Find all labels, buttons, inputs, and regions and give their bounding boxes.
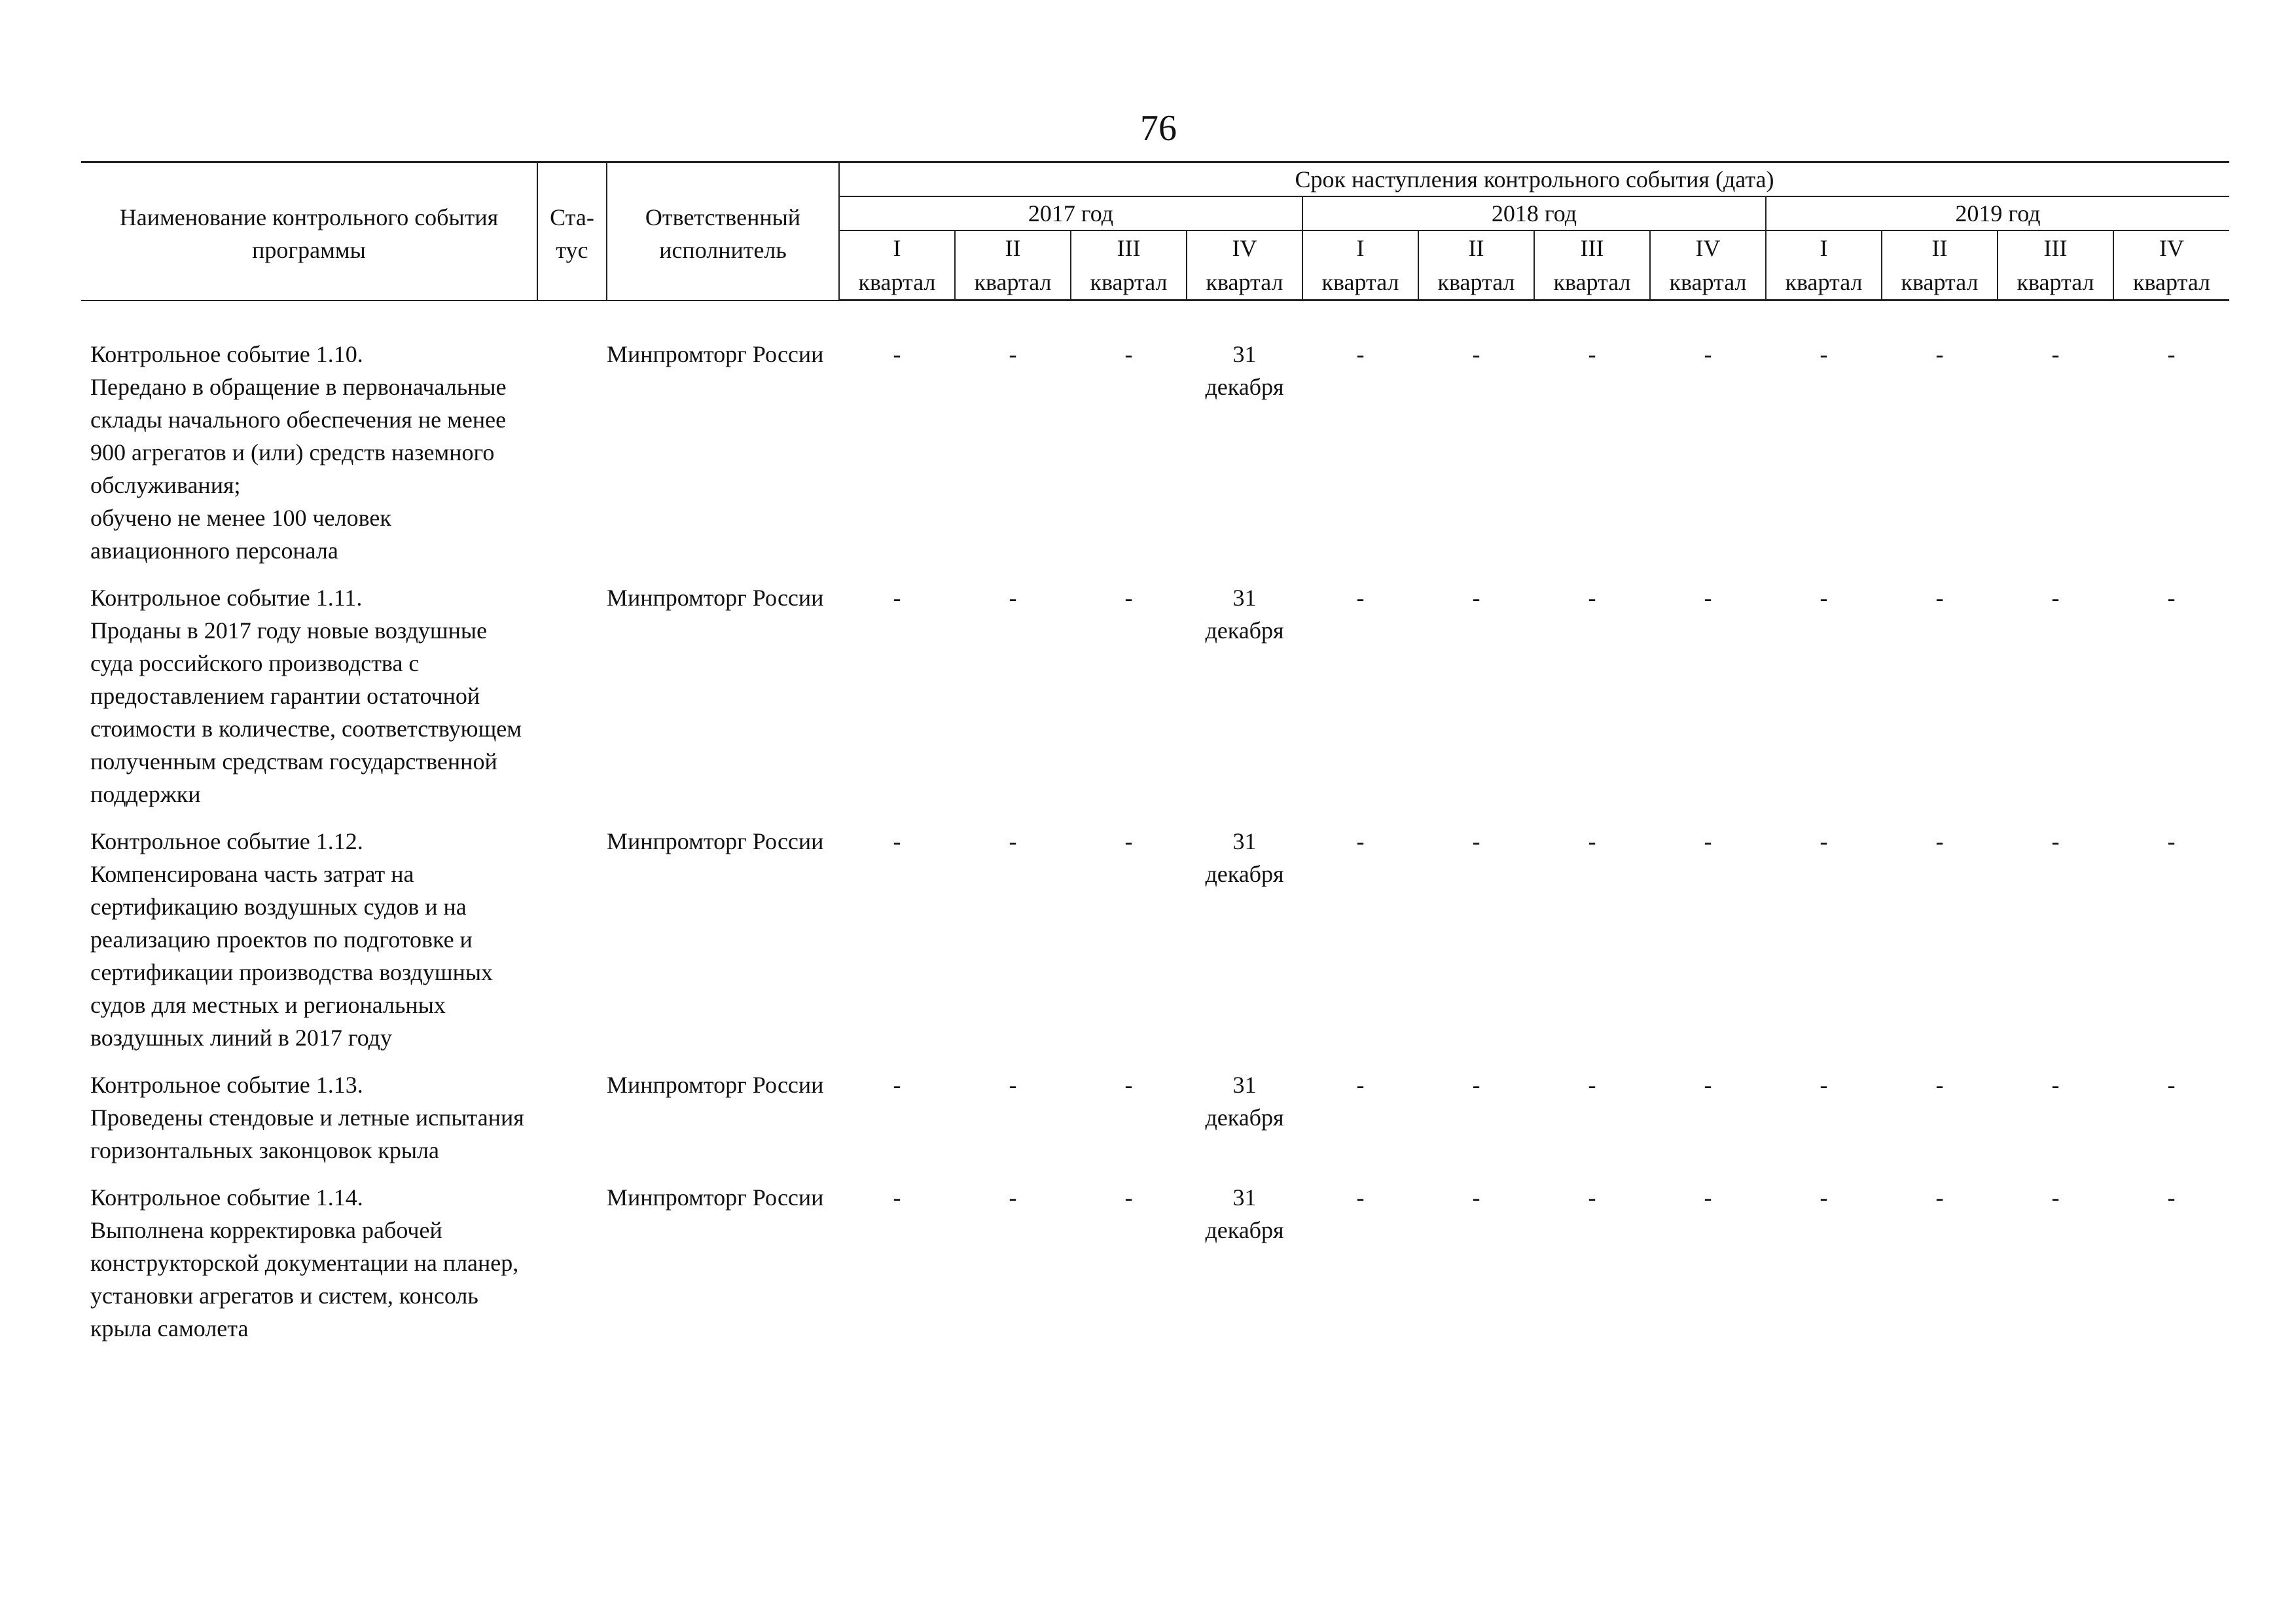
executor-cell: Минпромторг России [607, 1184, 824, 1211]
quarter-cell: - [1356, 828, 1365, 854]
quarter-cell: - [1356, 1072, 1365, 1098]
quarter-cell: - [1704, 1072, 1712, 1098]
quarter-cell: - [1935, 1072, 1944, 1098]
table-row [81, 1068, 2229, 1181]
quarter-cell: - [1356, 1184, 1365, 1211]
quarter-cell: - [1588, 1184, 1596, 1211]
quarter-cell: - [893, 1184, 901, 1211]
quarter-cell: - [1472, 1184, 1480, 1211]
page-number: 76 [1140, 108, 1177, 149]
quarter-cell: - [1124, 828, 1133, 854]
event-name-cell: Контрольное событие 1.11. Проданы в 2017 году новые воздушные суда российского производства с предоставлением гарантии остаточной стоимости в количестве, соответствующем полученным средствам государственной поддержки [90, 585, 522, 807]
header-year-2017: 2017 год [839, 196, 1302, 230]
quarter-cell: - [1124, 1072, 1133, 1098]
quarter-cell: 31 декабря [1205, 1184, 1284, 1243]
quarter-cell: - [1588, 585, 1596, 611]
header-quarter-word: квартал [1766, 265, 1882, 301]
quarter-cell: - [1820, 828, 1828, 854]
quarter-cell: - [1124, 1184, 1133, 1211]
quarter-cell: - [1820, 1072, 1828, 1098]
quarter-cell: - [1935, 828, 1944, 854]
quarter-cell: 31 декабря [1205, 828, 1284, 887]
header-quarter-numeral: IV [2113, 230, 2229, 265]
executor-cell: Минпромторг России [607, 828, 824, 854]
quarter-cell: - [1009, 1184, 1017, 1211]
quarter-cell: - [2051, 1184, 2060, 1211]
header-quarter-numeral: II [955, 230, 1071, 265]
status-cell [537, 1181, 607, 1359]
quarter-cell: - [1704, 828, 1712, 854]
executor-cell: Минпромторг России [607, 585, 824, 611]
quarter-cell: - [1472, 1072, 1480, 1098]
header-quarter-word: квартал [2113, 265, 2229, 301]
quarter-cell: - [1009, 585, 1017, 611]
event-name-cell: Контрольное событие 1.12. Компенсирована часть затрат на сертификацию воздушных судов и на реализацию проектов по подготовке и сертификации производства воздушных судов для местных и региональных воздушных линий в 2017 году [90, 828, 493, 1051]
quarter-cell: - [1356, 341, 1365, 367]
header-deadline-group: Срок наступления контрольного события (дата) [839, 162, 2229, 197]
quarter-cell: - [2051, 341, 2060, 367]
quarter-cell: - [2167, 828, 2176, 854]
quarter-cell: 31 декабря [1205, 341, 1284, 400]
quarter-cell: - [1009, 828, 1017, 854]
quarter-cell: - [1009, 1072, 1017, 1098]
table-row [81, 338, 2229, 581]
header-quarter-word: квартал [1650, 265, 1766, 301]
quarter-cell: - [893, 828, 901, 854]
quarter-cell: - [1588, 1072, 1596, 1098]
table-body [81, 301, 2229, 1360]
status-cell [537, 581, 607, 825]
executor-cell: Минпромторг России [607, 341, 824, 367]
quarter-cell: - [1472, 341, 1480, 367]
quarter-cell: - [1704, 1184, 1712, 1211]
header-year-2019: 2019 год [1766, 196, 2229, 230]
quarter-cell: - [2167, 1072, 2176, 1098]
quarter-cell: - [1935, 585, 1944, 611]
status-cell [537, 825, 607, 1068]
quarter-cell: - [1124, 585, 1133, 611]
quarter-cell: - [2051, 828, 2060, 854]
quarter-cell: - [1588, 341, 1596, 367]
quarter-cell: - [2051, 585, 2060, 611]
quarter-cell: - [1820, 1184, 1828, 1211]
quarter-cell: - [2167, 1184, 2176, 1211]
quarter-cell: - [2051, 1072, 2060, 1098]
control-events-table [81, 161, 2229, 1359]
quarter-cell: - [893, 585, 901, 611]
quarter-cell: - [1124, 341, 1133, 367]
header-quarter-word: квартал [1071, 265, 1187, 301]
header-quarter-numeral: I [1302, 230, 1418, 265]
header-quarter-numeral: III [1998, 230, 2113, 265]
header-quarter-word: квартал [1187, 265, 1302, 301]
quarter-cell: - [1472, 585, 1480, 611]
quarter-cell: 31 декабря [1205, 1072, 1284, 1131]
quarter-cell: 31 декабря [1205, 585, 1284, 644]
quarter-cell: - [1704, 585, 1712, 611]
header-quarter-numeral: II [1418, 230, 1534, 265]
header-quarter-word: квартал [1882, 265, 1998, 301]
executor-cell: Минпромторг России [607, 1072, 824, 1098]
header-quarter-numeral: IV [1650, 230, 1766, 265]
quarter-cell: - [1356, 585, 1365, 611]
header-quarter-word: квартал [1302, 265, 1418, 301]
header-quarter-numeral: I [839, 230, 955, 265]
quarter-cell: - [1704, 341, 1712, 367]
header-quarter-numeral: I [1766, 230, 1882, 265]
quarter-cell: - [1820, 585, 1828, 611]
header-executor: Ответственный исполнитель [607, 162, 839, 301]
header-quarter-word: квартал [1534, 265, 1650, 301]
quarter-cell: - [2167, 341, 2176, 367]
event-name-cell: Контрольное событие 1.14. Выполнена корректировка рабочей конструкторской документации на планер, установки агрегатов и систем, консоль крыла самолета [90, 1184, 519, 1341]
table-header [81, 162, 2229, 301]
header-quarter-numeral: II [1882, 230, 1998, 265]
header-quarter-word: квартал [839, 265, 955, 301]
event-name-cell: Контрольное событие 1.13. Проведены стендовые и летные испытания горизонтальных законцовок крыла [90, 1072, 524, 1163]
quarter-cell: - [1935, 341, 1944, 367]
quarter-cell: - [893, 341, 901, 367]
quarter-cell: - [1935, 1184, 1944, 1211]
status-cell [537, 338, 607, 581]
quarter-cell: - [2167, 585, 2176, 611]
header-status: Ста- тус [537, 162, 607, 301]
quarter-cell: - [1588, 828, 1596, 854]
header-quarter-word: квартал [1418, 265, 1534, 301]
header-quarter-numeral: III [1534, 230, 1650, 265]
header-quarter-word: квартал [955, 265, 1071, 301]
table-row [81, 825, 2229, 1068]
table-row [81, 1181, 2229, 1359]
event-name-cell: Контрольное событие 1.10. Передано в обращение в первоначальные склады начального обеспечения не менее 900 агрегатов и (или) средств наземного обслуживания; обучено не менее 100 человек авиационного персонала [90, 341, 507, 564]
table-row [81, 581, 2229, 825]
header-quarter-numeral: III [1071, 230, 1187, 265]
quarter-cell: - [1009, 341, 1017, 367]
header-year-2018: 2018 год [1302, 196, 1766, 230]
quarter-cell: - [1472, 828, 1480, 854]
status-cell [537, 1068, 607, 1181]
header-quarter-numeral: IV [1187, 230, 1302, 265]
quarter-cell: - [893, 1072, 901, 1098]
header-quarter-word: квартал [1998, 265, 2113, 301]
header-event-name: Наименование контрольного события программы [81, 162, 537, 301]
quarter-cell: - [1820, 341, 1828, 367]
